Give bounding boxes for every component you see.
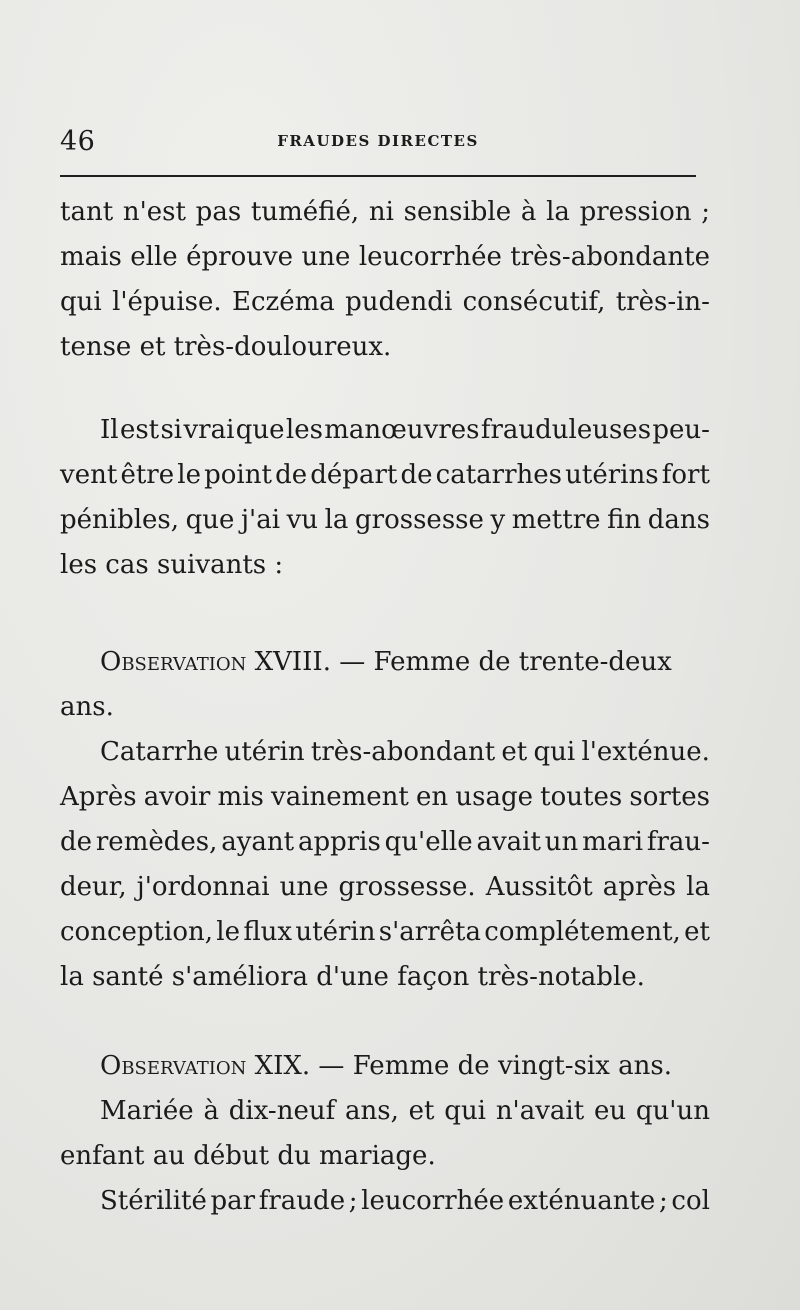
text-line: Mariée à dix-neuf ans, et qui n'avait eu qu'un bbox=[100, 1096, 710, 1126]
text-line: enfant au début du mariage. bbox=[60, 1141, 436, 1171]
running-title: FRAUDES DIRECTES bbox=[277, 132, 479, 150]
page-body bbox=[60, 190, 710, 1224]
text-line: la santé s'améliora d'une façon très-notable. bbox=[60, 962, 645, 992]
observation-xviii bbox=[60, 640, 710, 1000]
text-line: vent être le point de départ de catarrhes utérins fort bbox=[60, 460, 710, 490]
text-line: de remèdes, ayant appris qu'elle avait un mari frau- bbox=[60, 827, 710, 857]
page-number: 46 bbox=[60, 126, 96, 157]
text-line: pénibles, que j'ai vu la grossesse y mettre fin dans bbox=[60, 505, 710, 535]
text-line: ans. bbox=[60, 692, 114, 722]
observation-label: Observation bbox=[100, 1051, 247, 1081]
text-line: deur, j'ordonnai une grossesse. Aussitôt après la bbox=[60, 872, 710, 902]
paragraph-continuation bbox=[60, 190, 710, 370]
observation-heading-text: XIX. — Femme de vingt-six ans. bbox=[254, 1051, 673, 1081]
section-gap bbox=[60, 1000, 710, 1044]
text-line: Il est si vrai que les manœuvres frauduleuses peu- bbox=[100, 415, 710, 445]
observation-xix bbox=[60, 1044, 710, 1224]
observation-label: Observation bbox=[100, 647, 247, 677]
text-line: qui l'épuise. Eczéma pudendi consécutif, très-in- bbox=[60, 287, 710, 317]
header-rule bbox=[60, 175, 696, 177]
observation-heading bbox=[60, 1044, 710, 1089]
text-line: conception, le flux utérin s'arrêta complétement, et bbox=[60, 917, 710, 947]
paragraph-gap bbox=[60, 370, 710, 408]
paragraph-intro bbox=[60, 408, 710, 588]
text-line: tant n'est pas tuméfié, ni sensible à la pression ; bbox=[60, 197, 710, 227]
section-gap bbox=[60, 588, 710, 640]
page-header bbox=[60, 120, 696, 164]
text-line: mais elle éprouve une leucorrhée très-abondante bbox=[60, 242, 710, 272]
text-line: Stérilité par fraude ; leucorrhée exténuante ; col bbox=[100, 1186, 710, 1216]
observation-heading-text: XVIII. — Femme de trente-deux bbox=[254, 647, 672, 677]
text-line: tense et très-douloureux. bbox=[60, 332, 392, 362]
text-line: Catarrhe utérin très-abondant et qui l'exténue. bbox=[100, 737, 710, 767]
observation-heading bbox=[60, 640, 710, 685]
text-line: Après avoir mis vainement en usage toutes sortes bbox=[60, 782, 710, 812]
text-line: les cas suivants : bbox=[60, 550, 284, 580]
